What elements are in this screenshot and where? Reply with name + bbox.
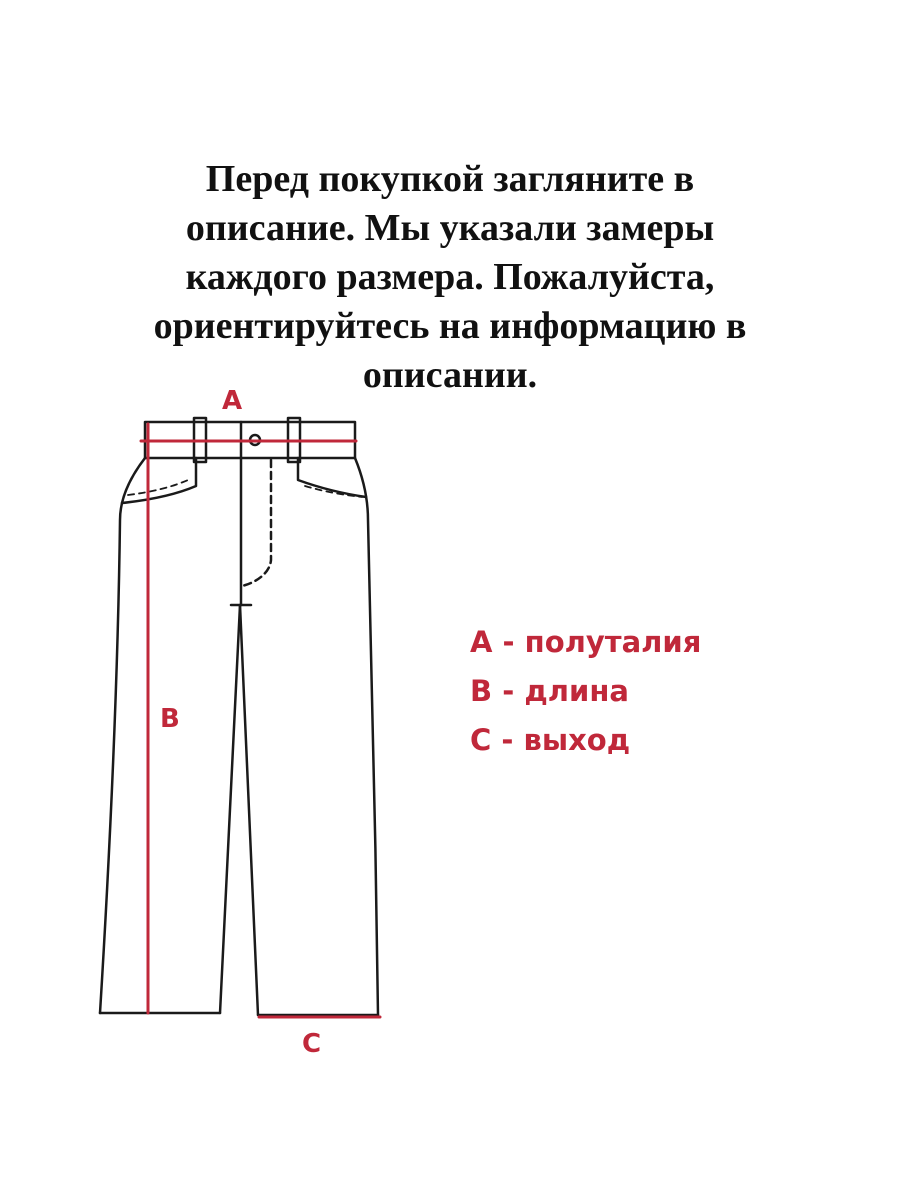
right-pocket [298,458,366,497]
legend-item-b: B - длина [470,674,629,708]
legend-item-a: A - полуталия [470,625,702,659]
legend-item-c: C - выход [470,723,631,757]
label-a: A [222,386,243,416]
left-leg-outer [100,458,145,1013]
right-leg-outer [355,458,378,1015]
notice-line-3: каждого размера. Пожалуйста, [185,256,715,298]
label-b: B [160,704,180,734]
label-c: C [302,1029,322,1059]
pants-outline [100,418,378,1015]
notice-line-5: описании. [362,354,538,396]
notice-line-4: ориентируйтесь на информацию в [153,305,747,347]
notice-line-1: Перед покупкой загляните в [205,158,695,200]
right-leg-inseam [240,605,258,1015]
measurement-legend [470,618,770,765]
left-leg-inseam [220,605,240,1013]
notice-line-2: описание. Мы указали замеры [185,207,715,249]
fly-stitching [242,460,271,586]
